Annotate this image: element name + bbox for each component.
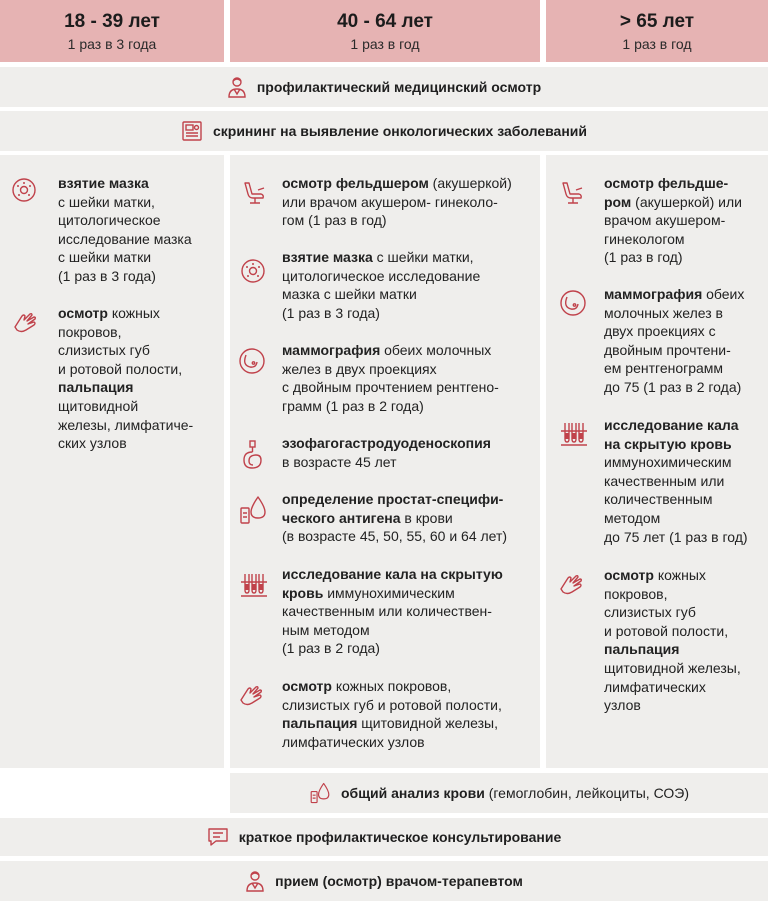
header-frequency: 1 раз в год bbox=[622, 36, 692, 52]
item-text bbox=[58, 304, 220, 453]
item-text-plain: кожных покровов, слизистых губ и ротовой полости, bbox=[58, 305, 183, 377]
cell-icon bbox=[240, 258, 266, 284]
item-text bbox=[604, 416, 766, 546]
chair-icon bbox=[559, 180, 585, 206]
item-text bbox=[282, 677, 538, 751]
item-text bbox=[604, 174, 766, 267]
doctor-icon bbox=[245, 870, 265, 892]
band-label bbox=[275, 873, 523, 889]
band-label-bold: скрининг на выявление онкологических заболеваний bbox=[212, 123, 588, 139]
header-title: 18 - 39 лет bbox=[64, 11, 160, 32]
item-text-plain: иммунохимическим качественным или количественным методом до 75 лет (1 раз в год) bbox=[604, 454, 748, 545]
item-text bbox=[282, 174, 538, 230]
item-text-plain: с шейки матки, цитологическое исследование мазка с шейки матки (1 раз в 3 года) bbox=[58, 193, 192, 284]
item-text-bold: взятие мазка bbox=[58, 175, 149, 191]
band-label-bold: профилактический медицинский осмотр bbox=[256, 79, 542, 95]
band-label bbox=[341, 785, 689, 801]
doctor-icon bbox=[227, 76, 247, 98]
item-text bbox=[282, 565, 538, 658]
item-text-bold: осмотр фельдше- ром bbox=[604, 175, 729, 210]
band-label bbox=[239, 829, 562, 845]
hand-icon bbox=[239, 684, 265, 708]
hand-icon bbox=[13, 311, 39, 335]
item-text bbox=[604, 566, 766, 715]
band-label-bold: краткое профилактическое консультирование bbox=[238, 829, 562, 845]
item-text-bold: пальпация bbox=[58, 379, 134, 396]
item-text bbox=[604, 285, 766, 397]
band-oncology-screening bbox=[0, 111, 768, 151]
item-text-bold: осмотр фельдшером bbox=[282, 175, 429, 191]
header-age-40-64 bbox=[230, 0, 540, 62]
item-text-plain: с шейки матки, цитологическое исследование мазка с шейки матки (1 раз в 3 года) bbox=[282, 249, 481, 321]
endoscope-icon bbox=[241, 440, 265, 470]
item-text bbox=[58, 174, 220, 286]
header-title: 40 - 64 лет bbox=[337, 11, 433, 32]
item-text-bold: взятие мазка bbox=[282, 249, 373, 265]
item-text-bold: осмотр bbox=[282, 678, 332, 694]
breast-icon bbox=[238, 347, 266, 375]
cell-icon bbox=[11, 177, 37, 203]
item-text-bold: пальпация bbox=[282, 715, 358, 732]
microscope-icon bbox=[181, 120, 203, 142]
item-text-bold: эзофагогастродуоденоскопия bbox=[282, 435, 491, 451]
item-text-plain: обеих молочных желез в двух проекциях с двойным прочтением рентгено- грамм (1 раз в 2 года) bbox=[282, 342, 499, 414]
item-text-plain: (акушеркой) или врачом акушером- гинекологом (1 раз в год) bbox=[604, 193, 742, 266]
band-medical-exam bbox=[0, 67, 768, 107]
item-text-bold: определение простат-специфи- ческого антигена bbox=[282, 491, 504, 526]
item-text-plain: щитовидной железы, лимфатических узлов bbox=[604, 659, 741, 714]
item-text-plain: кожных покровов, слизистых губ и ротовой полости, bbox=[604, 567, 729, 639]
item-text-bold: осмотр bbox=[604, 567, 654, 583]
item-text-plain: кожных покровов, слизистых губ и ротовой полости, bbox=[282, 678, 502, 713]
item-text-plain: щитовидной железы, лимфатических узлов bbox=[282, 715, 499, 750]
item-text-plain: иммунохимическим качественным или количествен- ным методом (1 раз в 2 года) bbox=[282, 584, 492, 657]
band-blood-test bbox=[230, 773, 768, 813]
band-consultation bbox=[0, 818, 768, 856]
drop-icon bbox=[239, 495, 267, 525]
band-label-bold: общий анализ крови bbox=[341, 785, 485, 801]
item-text-bold: исследование кала на скрытую кровь bbox=[604, 417, 739, 452]
header-frequency: 1 раз в год bbox=[350, 36, 420, 52]
breast-icon bbox=[559, 289, 587, 317]
item-text bbox=[282, 248, 538, 322]
item-text bbox=[282, 490, 538, 546]
item-text-bold: маммография bbox=[282, 342, 381, 358]
chat-icon bbox=[207, 827, 229, 847]
band-label-bold: прием (осмотр) врачом-терапевтом bbox=[275, 873, 523, 889]
tubes-icon bbox=[239, 572, 269, 598]
column-65-plus bbox=[546, 155, 768, 768]
item-text-plain: обеих молочных желез в двух проекциях с двойным прочтени- ем рентгенограмм до 75 (1 раз в 2 года) bbox=[604, 286, 745, 395]
drop-icon bbox=[309, 782, 331, 804]
item-text bbox=[282, 434, 538, 471]
header-age-65-plus bbox=[546, 0, 768, 62]
header-title: > 65 лет bbox=[619, 11, 695, 32]
item-text-plain: щитовидной железы, лимфатиче- ских узлов bbox=[58, 397, 194, 452]
item-text-bold: исследование кала на скрытую кровь bbox=[282, 566, 503, 601]
item-text-bold: осмотр bbox=[58, 305, 108, 321]
item-text-plain: (акушеркой) или врачом акушером- гинеколо- гом (1 раз в год) bbox=[282, 175, 512, 229]
item-text bbox=[282, 341, 538, 415]
band-label bbox=[213, 123, 587, 139]
item-text-bold: маммография bbox=[604, 286, 703, 302]
tubes-icon bbox=[559, 421, 589, 447]
column-18-39 bbox=[0, 155, 224, 768]
chair-icon bbox=[241, 180, 267, 206]
item-text-plain: в крови (в возрасте 45, 50, 55, 60 и 64 лет) bbox=[282, 509, 508, 545]
column-40-64 bbox=[230, 155, 540, 768]
item-text-plain: в возрасте 45 лет bbox=[282, 453, 397, 470]
header-age-18-39 bbox=[0, 0, 224, 62]
band-label-rest: (гемоглобин, лейкоциты, СОЭ) bbox=[484, 785, 689, 801]
header-frequency: 1 раз в 3 года bbox=[67, 36, 157, 52]
item-text-bold: пальпация bbox=[604, 641, 680, 658]
band-therapist bbox=[0, 861, 768, 901]
hand-icon bbox=[559, 573, 585, 597]
band-label bbox=[257, 79, 541, 95]
